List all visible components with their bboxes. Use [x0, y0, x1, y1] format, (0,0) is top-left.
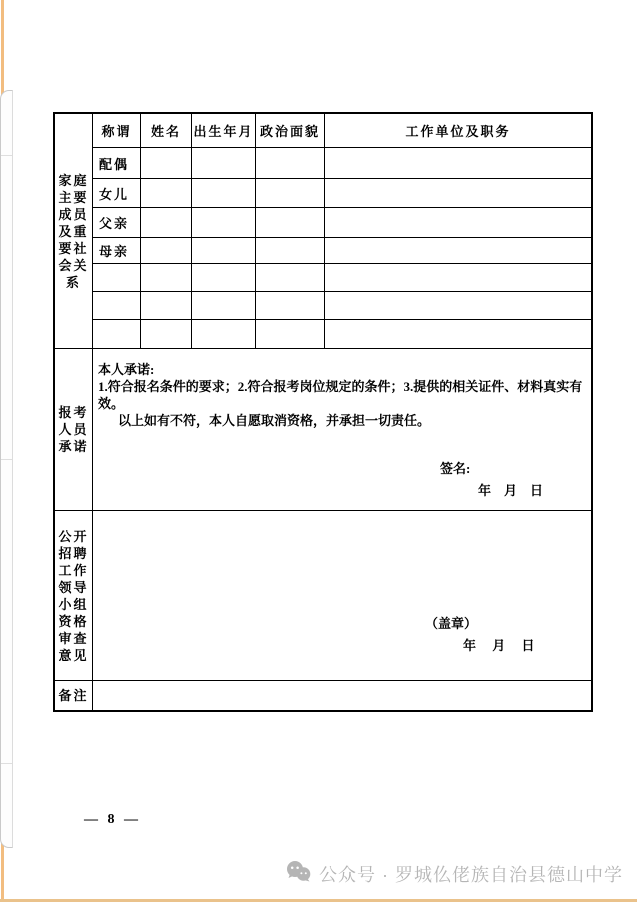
- label-line: 要社: [58, 240, 89, 256]
- label-line: 公开: [58, 528, 89, 544]
- review-section: [55, 511, 591, 681]
- cell-name: [141, 179, 192, 208]
- cell-political-status: [256, 208, 325, 238]
- row-title-empty: [93, 292, 141, 320]
- cell-political-status: [256, 292, 325, 320]
- cell-name: [141, 292, 192, 320]
- cell-work-unit: [325, 179, 591, 208]
- row-title-empty: [93, 264, 141, 292]
- cell-name: [141, 320, 192, 348]
- cell-birthdate: [192, 292, 256, 320]
- signature-block: [98, 460, 585, 499]
- remarks-label: 备注: [58, 688, 89, 703]
- cell-birthdate: [192, 179, 256, 208]
- label-line: 小组: [58, 596, 89, 612]
- remarks-content: [93, 681, 591, 710]
- review-content: [93, 511, 591, 680]
- cell-birthdate: [192, 148, 256, 179]
- column-header-birthdate: 出生年月: [192, 114, 256, 148]
- cell-work-unit: [325, 238, 591, 264]
- family-members-section: [55, 114, 591, 349]
- application-form-table: [53, 112, 593, 712]
- cell-work-unit: [325, 292, 591, 320]
- cell-political-status: [256, 320, 325, 348]
- family-members-grid: [93, 114, 591, 348]
- cell-name: [141, 238, 192, 264]
- cell-political-status: [256, 148, 325, 179]
- column-header-work-unit: 工作单位及职务: [325, 114, 591, 148]
- review-section-label: [55, 511, 93, 680]
- label-line: 工作: [58, 562, 89, 578]
- stacked-page-edge: [0, 90, 13, 848]
- cell-work-unit: [325, 208, 591, 238]
- watermark-text: 公众号 · 罗城仫佬族自治县德山中学: [319, 865, 623, 885]
- label-line: 意见: [58, 647, 89, 663]
- cell-political-status: [256, 179, 325, 208]
- page-edge-divider: [1, 763, 12, 764]
- commitment-section: [55, 349, 591, 511]
- cell-birthdate: [192, 264, 256, 292]
- signature-label: 签名:: [440, 461, 471, 476]
- column-header-name: 姓名: [141, 114, 192, 148]
- label-line: 承诺: [58, 439, 89, 454]
- cell-birthdate: [192, 320, 256, 348]
- row-title-empty: [93, 320, 141, 348]
- remarks-section-label: [55, 681, 93, 710]
- cell-birthdate: [192, 208, 256, 238]
- row-title-mother: 母亲: [93, 238, 141, 264]
- wechat-icon: [286, 861, 311, 887]
- family-section-label: [55, 114, 93, 348]
- seal-label: （盖章）: [425, 616, 478, 631]
- row-title-spouse: 配偶: [93, 148, 141, 179]
- label-line: 主要: [58, 189, 89, 205]
- label-line: 报考: [58, 405, 89, 420]
- commitment-note: 以上如有不符，本人自愿取消资格，并承担一切责任。: [118, 413, 431, 428]
- commitment-items: 1.符合报名条件的要求；2.符合报考岗位规定的条件；3.提供的相关证件、材料真实有效。: [98, 379, 583, 411]
- commitment-content: [93, 349, 591, 510]
- label-line: 审查: [58, 630, 89, 646]
- label-line: 人员: [58, 422, 89, 437]
- cell-name: [141, 208, 192, 238]
- page-edge-divider: [1, 459, 12, 460]
- review-date-label: 年 月 日: [463, 638, 535, 653]
- row-title-father: 父亲: [93, 208, 141, 238]
- watermark: [286, 861, 623, 887]
- cell-work-unit: [325, 148, 591, 179]
- signature-date-label: 年 月 日: [478, 483, 544, 498]
- page-number: — 8 —: [84, 812, 141, 827]
- column-header-political-status: 政治面貌: [256, 114, 325, 148]
- page-edge-divider: [1, 155, 12, 156]
- label-line: 领导: [58, 579, 89, 595]
- label-line: 资格: [58, 613, 89, 629]
- cell-name: [141, 148, 192, 179]
- label-line: 家庭: [58, 172, 89, 188]
- commitment-heading: 本人承诺:: [98, 362, 155, 377]
- label-line: 系: [65, 274, 81, 290]
- cell-work-unit: [325, 320, 591, 348]
- remarks-section: [55, 681, 591, 710]
- commitment-section-label: [55, 349, 93, 510]
- cell-work-unit: [325, 264, 591, 292]
- cell-political-status: [256, 264, 325, 292]
- cell-name: [141, 264, 192, 292]
- label-line: 成员: [58, 206, 89, 222]
- cell-birthdate: [192, 238, 256, 264]
- column-header-title: 称谓: [93, 114, 141, 148]
- row-title-daughter: 女儿: [93, 179, 141, 208]
- label-line: 会关: [58, 257, 89, 273]
- label-line: 招聘: [58, 545, 89, 561]
- cell-political-status: [256, 238, 325, 264]
- label-line: 及重: [58, 223, 89, 239]
